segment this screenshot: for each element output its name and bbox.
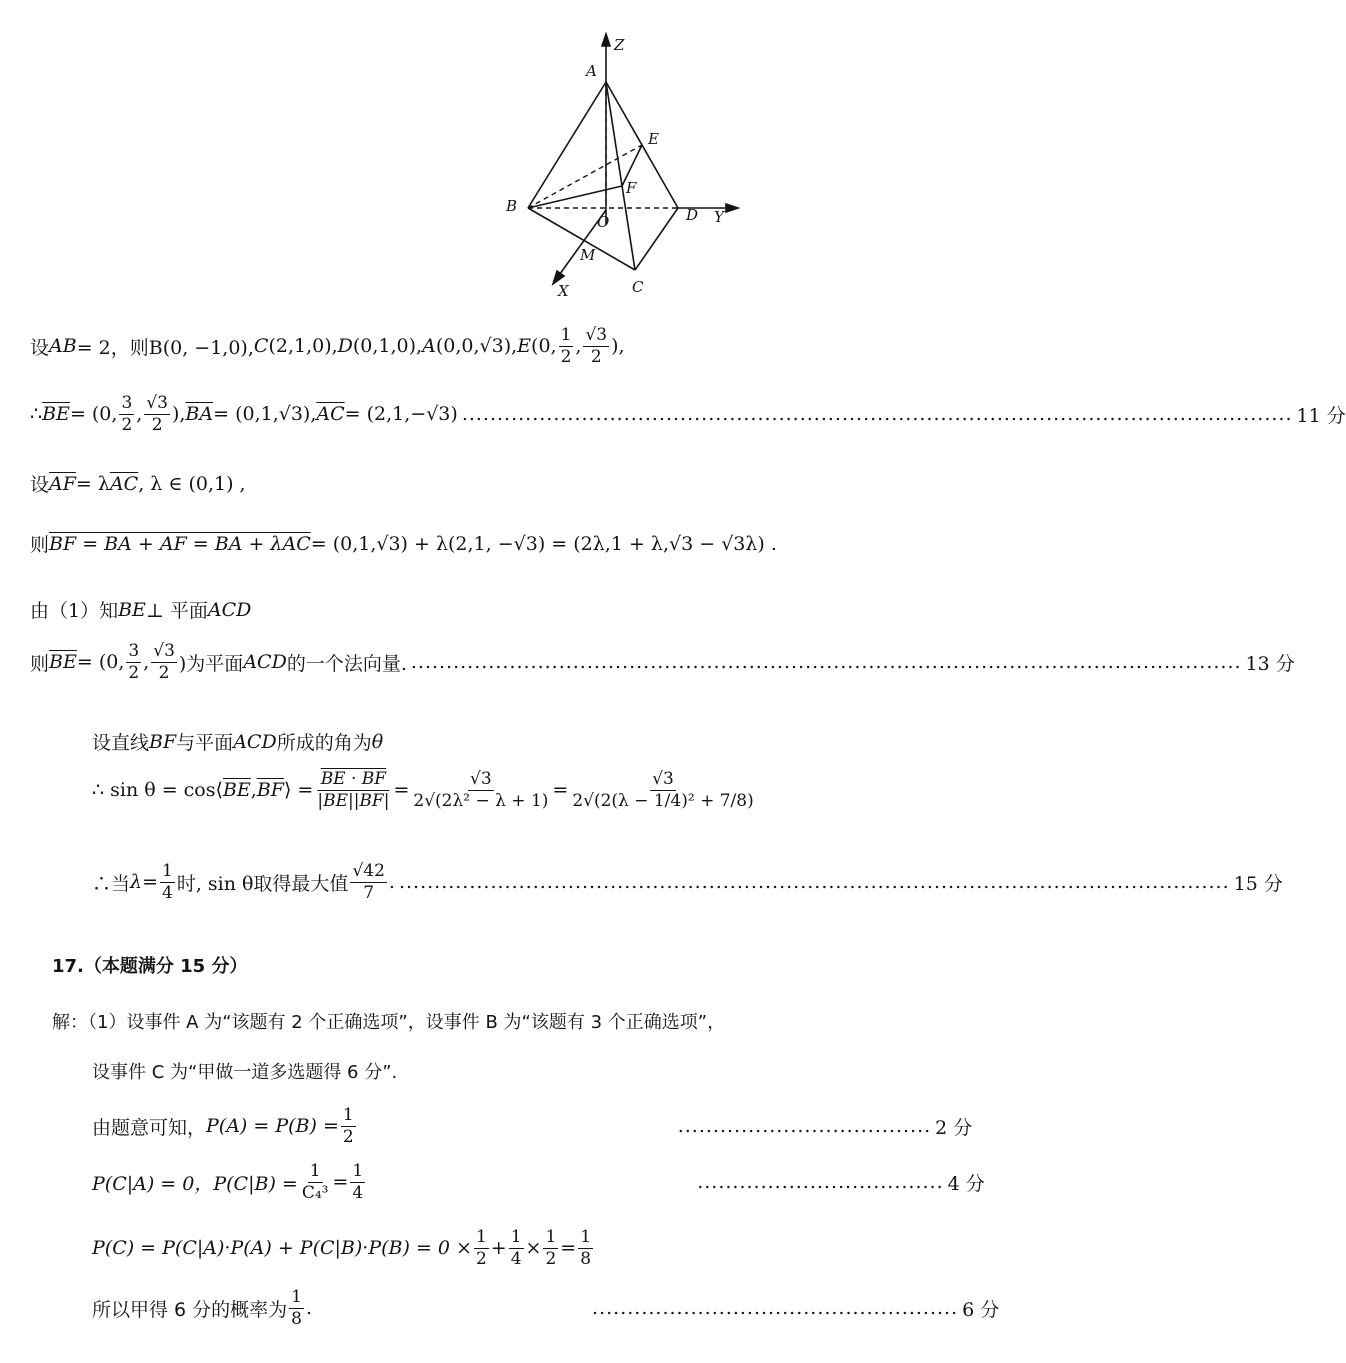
coords-line: 设 AB = 2，则B(0, −1,0), C (2,1,0), D (0,1,0), A (0,0,√3), E (0, $\frac{1}{2}$ , $\frac{√3}{2}$ ), bbox=[30, 325, 625, 367]
leader-dots: ...................................................................................................................... bbox=[461, 403, 1293, 426]
fraction: $\frac{1}{2}$ bbox=[475, 1227, 487, 1269]
leader-dots: .................................................... bbox=[592, 1297, 959, 1320]
score-label: 13 分 bbox=[1245, 652, 1295, 675]
label-m: M bbox=[580, 246, 596, 264]
leader-dots: ...................................................................................................................... bbox=[398, 871, 1230, 894]
solution-line-2: 设事件 C 为“甲做一道多选题得 6 分”. bbox=[92, 1062, 398, 1083]
solution-line-4: P(C|A) = 0，P(C|B) = $\frac{1}{\text{C₄³}}$ = $\frac{1}{4}$ ................................... 4 分 bbox=[92, 1161, 985, 1203]
label-a: A bbox=[586, 62, 597, 80]
score-label: 11 分 bbox=[1296, 404, 1346, 427]
fraction: $\frac{BE \cdot BF}{|BE||BF|}$ bbox=[317, 769, 390, 811]
fraction: $\frac{1}{4}$ bbox=[352, 1161, 364, 1203]
fraction: $\frac{√3}{2}$ bbox=[146, 393, 168, 435]
fraction: $\frac{1}{4}$ bbox=[161, 861, 173, 903]
solution-line-1: 解：（1）设事件 A 为“该题有 2 个正确选项”，设事件 B 为“该题有 3 个正确选项”， bbox=[52, 1012, 726, 1033]
fraction: $\frac{√3}{2}$ bbox=[585, 325, 608, 367]
solution-line-3: 由题意可知， P(A) = P(B) = $\frac{1}{2}$ .................................... 2 分 bbox=[92, 1105, 973, 1147]
fraction: $\frac{√3}{\text{2√(2λ² − λ + 1)}}$ bbox=[413, 769, 549, 811]
fraction: $\frac{1}{2}$ bbox=[342, 1105, 354, 1147]
sin-formula-line: ∴ sin θ = cos⟨ $\overline{BE}$ , $\overline{BF}$ ⟩ = $\frac{BE \cdot BF}{|BE||BF|}$ = $\frac{√3}{\text{2√(2λ² − λ + 1)}}$ = $\frac{√3}{\text{2√(2(λ − 1/4)² + 7/8)}}$ bbox=[92, 769, 754, 811]
label-b: B bbox=[506, 197, 518, 215]
leader-dots: ................................... bbox=[697, 1171, 944, 1194]
fraction: $\frac{3}{2}$ bbox=[121, 393, 133, 435]
fraction: $\frac{1}{8}$ bbox=[291, 1287, 302, 1329]
solution-line-6: 所以甲得 6 分的概率为 $\frac{1}{8}$ . .................................................... 6 分 bbox=[92, 1287, 1000, 1329]
solution-line-5: P(C) = P(C|A)·P(A) + P(C|B)·P(B) = 0 × $\frac{1}{2}$ + $\frac{1}{4}$ × $\frac{1}{2}$ = $\frac{1}{8}$ bbox=[92, 1227, 592, 1269]
label-y: Y bbox=[714, 208, 724, 226]
fraction: $\frac{1}{4}$ bbox=[510, 1227, 522, 1269]
label-c: C bbox=[632, 278, 644, 296]
leader-dots: .................................... bbox=[677, 1115, 932, 1138]
label-f: F bbox=[626, 179, 637, 197]
fraction: $\frac{1}{\text{C₄³}}$ bbox=[301, 1161, 329, 1203]
score-label: 4 分 bbox=[947, 1172, 985, 1195]
fraction: $\frac{√3}{2}$ bbox=[153, 641, 175, 683]
label-o: O bbox=[597, 213, 610, 231]
label-x: X bbox=[558, 282, 569, 300]
label-d: D bbox=[686, 206, 699, 224]
fraction: $\frac{3}{2}$ bbox=[128, 641, 140, 683]
angle-def-line: 设直线 BF 与平面 ACD 所成的角为 θ bbox=[92, 730, 384, 754]
fraction: $\frac{√3}{\text{2√(2(λ − 1/4)² + 7/8)}}$ bbox=[572, 769, 754, 811]
score-label: 15 分 bbox=[1233, 872, 1283, 895]
af-line: 设 $\overline{AF}$ = λ $\overline{AC}$ , λ ∈ (0,1) , bbox=[30, 472, 246, 496]
normal-vector-line: 则 $\overline{BE}$ = (0, $\frac{3}{2}$ , $\frac{√3}{2}$ )为平面 ACD 的一个法向量. ...................................................................................................................... 13 分 bbox=[30, 641, 1295, 683]
max-value-line: ∴当 λ = $\frac{1}{4}$ 时, sin θ取得最大值 $\frac{√42}{7}$ . ...................................................................................................................... 15 分 bbox=[92, 861, 1283, 903]
label-e: E bbox=[648, 130, 659, 148]
bf-line: 则 BF = BA + AF = BA + λAC = (0,1,√3) + λ(2,1, −√3) = (2λ,1 + λ,√3 − √3λ) . bbox=[30, 532, 777, 556]
score-label: 6 分 bbox=[962, 1298, 1000, 1321]
vectors-line: ∴ $\overline{BE}$ = (0, $\frac{3}{2}$ , $\frac{√3}{2}$ ), $\overline{BA}$ = (0,1,√3), $\overline{AC}$ = (2,1,−√3) ...................................................................................................................... 11 分 bbox=[30, 393, 1346, 435]
fraction: $\frac{1}{2}$ bbox=[545, 1227, 557, 1269]
leader-dots: ...................................................................................................................... bbox=[410, 651, 1242, 674]
fraction: $\frac{1}{2}$ bbox=[560, 325, 572, 367]
perp-line: 由（1）知 BE ⊥ 平面 ACD bbox=[30, 598, 252, 622]
fraction: $\frac{√42}{7}$ bbox=[352, 861, 385, 903]
tetrahedron-figure bbox=[500, 30, 750, 305]
score-label: 2 分 bbox=[935, 1116, 973, 1139]
question-17-heading: 17.（本题满分 15 分） bbox=[52, 956, 248, 977]
label-z: Z bbox=[614, 36, 625, 54]
fraction: $\frac{1}{8}$ bbox=[580, 1227, 592, 1269]
